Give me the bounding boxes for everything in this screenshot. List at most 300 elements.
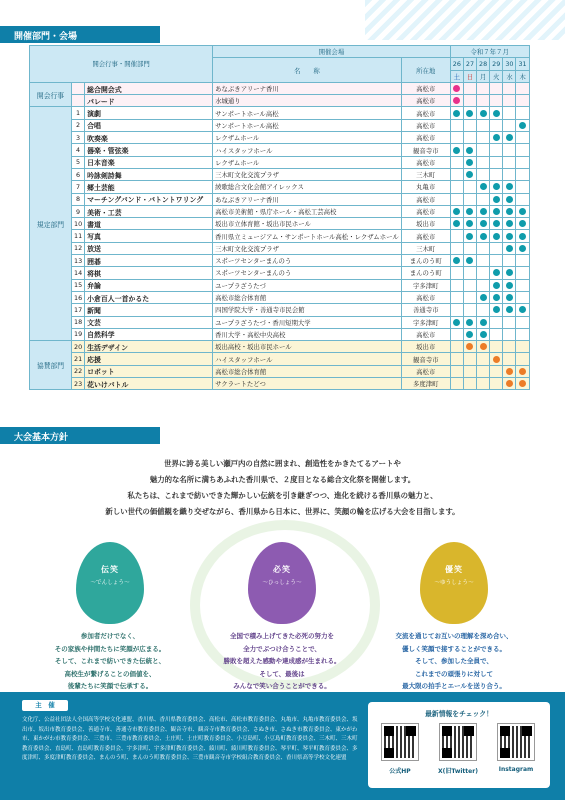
venue-name: 水城通り [213,95,402,107]
date-cell [450,242,463,254]
header-date: 29 [490,58,503,70]
date-cell [463,205,476,217]
date-cell [463,353,476,365]
date-cell [516,341,529,353]
event-day-dot [480,208,487,215]
table-row [30,168,530,180]
event-day-dot [506,306,513,313]
value-desc-line: これまでの頑張りに対して [415,669,493,678]
table-row [30,218,530,230]
date-cell [477,365,490,377]
date-cell [503,267,516,279]
date-cell [516,181,529,193]
event-number [72,82,85,94]
date-cell [463,144,476,156]
event-day-dot [466,110,473,117]
venue-city: 観音寺市 [401,353,450,365]
date-cell [516,82,529,94]
date-cell [450,156,463,168]
date-cell [490,193,503,205]
event-day-dot [519,220,526,227]
date-cell [450,267,463,279]
date-cell [477,255,490,267]
event-name: 吹奏楽 [85,132,213,144]
date-cell [516,132,529,144]
event-number: 7 [72,181,85,193]
date-cell [503,205,516,217]
event-day-dot [519,208,526,215]
event-day-dot [466,208,473,215]
event-day-dot [519,245,526,252]
date-cell [490,82,503,94]
header-date: 26 [450,58,463,70]
venue-city: 高松市 [401,132,450,144]
venue-name: 坂出市立体育館・坂出市民ホール [213,218,402,230]
event-day-dot [480,183,487,190]
event-day-dot [493,282,500,289]
date-cell [477,82,490,94]
venue-city: 多度津町 [401,378,450,390]
date-cell [477,156,490,168]
date-cell [477,95,490,107]
table-row [30,365,530,377]
date-cell [516,242,529,254]
date-cell [516,267,529,279]
event-day-dot [466,319,473,326]
value-emblem-densho [76,542,144,624]
policy-line: 魅力的な名所に満ちあふれた香川県で、２度目となる総合文化祭を開催します。 [149,475,416,484]
event-day-dot [506,368,513,375]
date-cell [463,378,476,390]
table-row [30,119,530,131]
date-cell [503,242,516,254]
event-day-dot [493,134,500,141]
value-desc-line: 参加者だけでなく、 [80,632,140,640]
venue-city: 高松市 [401,193,450,205]
venue-name: サンポートホール高松 [213,107,402,119]
date-cell [490,267,503,279]
date-cell [490,119,503,131]
date-cell [490,107,503,119]
event-number: 8 [72,193,85,205]
date-cell [477,181,490,193]
venue-city: 三木町 [401,242,450,254]
date-cell [490,218,503,230]
event-number: 14 [72,267,85,279]
event-name: 小倉百人一首かるた [85,291,213,303]
venue-name: ハイスタッフホール [213,144,402,156]
qr-code-icon[interactable] [440,724,476,760]
value-desc-line: 勝敗を超えた感動や達成感が生まれる。 [223,657,341,665]
value-name: 伝笑 [101,565,119,574]
event-day-dot [480,233,487,240]
event-day-dot [480,110,487,117]
event-number: 21 [72,353,85,365]
date-cell [503,95,516,107]
event-number: 6 [72,168,85,180]
date-cell [463,95,476,107]
table-row [30,328,530,340]
event-day-dot [506,196,513,203]
date-cell [516,328,529,340]
date-cell [516,279,529,291]
event-number: 18 [72,316,85,328]
venue-city: 高松市 [401,107,450,119]
event-day-dot [453,220,460,227]
value-desc-line: 後輩たちに笑顔で伝承する。 [67,682,153,690]
venue-name: 坂出高校・坂出市民ホール [213,341,402,353]
table-row [30,316,530,328]
table-row [30,107,530,119]
venue-name: 三木町文化交流プラザ [213,168,402,180]
event-day-dot [493,110,500,117]
event-day-dot [519,380,526,387]
venue-name: ユープラざうたづ [213,279,402,291]
event-day-dot [519,233,526,240]
event-day-dot [519,306,526,313]
header-date: 28 [477,58,490,70]
date-cell [516,230,529,242]
event-number: 3 [72,132,85,144]
event-number: 9 [72,205,85,217]
date-cell [516,119,529,131]
value-ruby: 〜でんしょう〜 [90,580,130,586]
value-desc-line: そして、参加した全員で、 [415,657,493,665]
venue-city: 三木町 [401,168,450,180]
date-cell [450,328,463,340]
date-cell [490,144,503,156]
header-weekday: 月 [477,70,490,82]
venue-city: 坂出市 [401,341,450,353]
event-name: 放送 [85,242,213,254]
header-events: 開会行事・開催部門 [30,46,213,83]
event-day-dot [493,233,500,240]
event-day-dot [519,368,526,375]
event-name: 郷土芸能 [85,181,213,193]
event-day-dot [493,306,500,313]
table-row [30,242,530,254]
event-name: 日本音楽 [85,156,213,168]
venue-city: まんのう町 [401,255,450,267]
header-city: 所在地 [401,58,450,83]
event-name: 写真 [85,230,213,242]
venue-name: レクザムホール [213,132,402,144]
date-cell [463,168,476,180]
venue-city: まんのう町 [401,267,450,279]
event-day-dot [506,220,513,227]
event-day-dot [480,220,487,227]
date-cell [450,193,463,205]
venue-name: あなぶきアリーナ香川 [213,82,402,94]
date-cell [463,316,476,328]
date-cell [516,304,529,316]
date-cell [516,291,529,303]
date-cell [490,353,503,365]
event-day-dot [506,233,513,240]
event-day-dot [466,171,473,178]
table-row [30,181,530,193]
event-number: 10 [72,218,85,230]
event-day-dot [453,208,460,215]
event-number: 17 [72,304,85,316]
event-day-dot [493,220,500,227]
event-day-dot [493,208,500,215]
table-row [30,378,530,390]
event-day-dot [466,343,473,350]
date-cell [503,279,516,291]
date-cell [450,255,463,267]
date-cell [463,181,476,193]
header-venue-group: 開催会場 [213,46,451,58]
venue-name: 香川大学・高松中央高校 [213,328,402,340]
policy-line: 新しい世代の価値観を織り交ぜながら、香川県から日本に、世界に、笑顔の輪を広げる大会を目指します。 [105,507,460,516]
venue-name: サンポートホール高松 [213,119,402,131]
event-number: 4 [72,144,85,156]
event-name: 生活デザイン [85,341,213,353]
venue-name: 香川県立ミュージアム・サンポートホール高松・レクザムホール [213,230,402,242]
date-cell [477,304,490,316]
venue-city: 観音寺市 [401,144,450,156]
event-day-dot [453,319,460,326]
date-cell [477,328,490,340]
event-day-dot [506,134,513,141]
event-day-dot [466,331,473,338]
event-day-dot [480,319,487,326]
venue-city: 善通寺市 [401,304,450,316]
date-cell [463,156,476,168]
date-cell [477,168,490,180]
table-row [30,205,530,217]
event-day-dot [506,380,513,387]
info-box [368,702,550,788]
venue-name: 高松市総合体育館 [213,291,402,303]
date-cell [503,181,516,193]
info-title: 最新情報をチェック！ [425,710,493,718]
category-label: 開会行事 [30,82,72,107]
event-name: 新聞 [85,304,213,316]
date-cell [503,230,516,242]
category-label: 協賛部門 [30,341,72,390]
date-cell [490,279,503,291]
date-cell [477,218,490,230]
sponsor-list: 文化庁、公益社団法人全国高等学校文化連盟、香川県、香川県教育委員会、高松市、高松市教育委員会、丸亀市、丸亀市教育委員会、坂出市、坂出市教育委員会、善通寺市、善通寺市教育委員会、観音寺市、観音寺市教育委員会、さぬき市、さぬき市教育委員会、東かがわ市、東かがわ市教育委員会、三豊市、三豊市教育委員会、土庄町、土庄町教育委員会、小豆島町、小豆島町教育委員会、三木町、三木町教育委員会、直島町、直島町教育委員会、宇多津町、宇多津町教育委員会、綾川町、綾川町教育委員会、琴平町、琴平町教育委員会、多度津町、多度津町教育委員会、まんのう町、まんのう町教育委員会、三豊市観音寺市学校組合教育委員会、香川県高等学校文化連盟 [22,717,358,762]
event-day-dot [453,110,460,117]
date-cell [516,193,529,205]
date-cell [477,353,490,365]
date-cell [477,242,490,254]
date-cell [450,353,463,365]
event-name: 将棋 [85,267,213,279]
event-day-dot [466,220,473,227]
qr-label-official-hp[interactable]: 公式HP [389,768,411,775]
date-cell [490,132,503,144]
venue-name: レクザムホール [213,156,402,168]
date-cell [490,378,503,390]
date-cell [450,144,463,156]
event-day-dot [453,257,460,264]
value-ruby: 〜ゆうしょう〜 [434,580,474,586]
event-name: 総合開会式 [85,82,213,94]
policy-text [0,456,565,520]
date-cell [463,255,476,267]
event-name: 囲碁 [85,255,213,267]
date-cell [450,365,463,377]
table-row [30,279,530,291]
date-cell [503,378,516,390]
date-cell [503,353,516,365]
venue-name: スポーツセンターまんのう [213,255,402,267]
date-cell [477,316,490,328]
venue-city: 高松市 [401,205,450,217]
table-row [30,255,530,267]
header-date: 27 [463,58,476,70]
event-name: 器楽・管弦楽 [85,144,213,156]
date-cell [490,316,503,328]
section-title-venues: 開催部門・会場 [0,26,160,43]
date-cell [490,341,503,353]
date-cell [490,230,503,242]
date-cell [463,193,476,205]
event-day-dot [493,356,500,363]
date-cell [463,365,476,377]
event-number: 23 [72,378,85,390]
event-name: 花いけバトル [85,378,213,390]
date-cell [490,156,503,168]
event-day-dot [453,85,460,92]
policy-line: 世界に誇る美しい瀬戸内の自然に囲まれ、創造性をかきたてるアートや [164,459,401,468]
value-desc-line: そして、最後は [259,669,305,678]
venue-name: 四国学院大学・善通寺市民会館 [213,304,402,316]
event-day-dot [506,282,513,289]
event-name: 応援 [85,353,213,365]
venue-name: スポーツセンターまんのう [213,267,402,279]
date-cell [463,267,476,279]
table-row [30,230,530,242]
date-cell [503,304,516,316]
venue-city: 宇多津町 [401,316,450,328]
event-number: 12 [72,242,85,254]
venue-city: 丸亀市 [401,181,450,193]
date-cell [490,205,503,217]
event-number: 22 [72,365,85,377]
event-number: 11 [72,230,85,242]
event-name: 演劇 [85,107,213,119]
date-cell [463,119,476,131]
header-weekday: 土 [450,70,463,82]
event-day-dot [480,331,487,338]
event-day-dot [506,208,513,215]
date-cell [450,168,463,180]
date-cell [490,181,503,193]
date-cell [503,218,516,230]
date-cell [503,132,516,144]
date-cell [516,205,529,217]
venue-city: 高松市 [401,82,450,94]
header-weekday: 木 [516,70,529,82]
date-cell [477,267,490,279]
date-cell [503,107,516,119]
date-cell [503,365,516,377]
date-cell [477,378,490,390]
venue-name: 三木町文化交流プラザ [213,242,402,254]
date-cell [477,279,490,291]
event-day-dot [493,294,500,301]
qr-label-x[interactable]: X(旧Twitter) [438,768,478,775]
date-cell [503,291,516,303]
date-cell [463,304,476,316]
qr-code-icon[interactable] [382,724,418,760]
date-cell [516,365,529,377]
value-desc-line: 優しく笑顔で接することができる。 [402,644,506,653]
venue-city: 高松市 [401,365,450,377]
date-cell [463,279,476,291]
venue-city: 高松市 [401,291,450,303]
venue-city: 高松市 [401,230,450,242]
date-cell [503,119,516,131]
date-cell [477,119,490,131]
date-cell [477,107,490,119]
venue-city: 高松市 [401,95,450,107]
date-cell [490,95,503,107]
date-cell [450,132,463,144]
date-cell [463,328,476,340]
venue-name: サクラートたどつ [213,378,402,390]
category-label: 規定部門 [30,107,72,341]
header-weekday: 水 [503,70,516,82]
venue-name: 高松市総合体育館 [213,365,402,377]
date-cell [477,144,490,156]
date-cell [450,181,463,193]
event-name: 吟詠剣詩舞 [85,168,213,180]
header-date: 31 [516,58,529,70]
date-cell [477,132,490,144]
date-cell [490,304,503,316]
date-cell [463,291,476,303]
value-desc-line: 高校生が繋げることの価値を、 [64,669,156,678]
event-name: 文芸 [85,316,213,328]
date-cell [490,291,503,303]
date-cell [490,328,503,340]
date-cell [516,168,529,180]
value-desc-line: 全力でぶつけ合うことで、 [243,644,321,653]
qr-code-icon[interactable] [498,724,534,760]
venue-city: 高松市 [401,156,450,168]
date-cell [477,291,490,303]
event-name: 弁論 [85,279,213,291]
date-cell [450,378,463,390]
event-name: 合唱 [85,119,213,131]
date-cell [477,193,490,205]
venue-city: 高松市 [401,119,450,131]
date-cell [463,230,476,242]
table-row [30,144,530,156]
event-day-dot [453,97,460,104]
value-desc-line: 全国で積み上げてきた必死の努力を [230,632,334,640]
value-desc-densho [35,630,185,693]
table-row [30,193,530,205]
event-number: 2 [72,119,85,131]
qr-label-instagram[interactable]: Instagram [498,766,534,773]
table-row [30,267,530,279]
date-cell [450,205,463,217]
date-cell [463,132,476,144]
event-number: 13 [72,255,85,267]
venue-name: あなぶきアリーナ香川 [213,193,402,205]
date-cell [450,82,463,94]
event-number: 16 [72,291,85,303]
date-cell [503,168,516,180]
section-title-policy: 大会基本方針 [0,427,160,444]
